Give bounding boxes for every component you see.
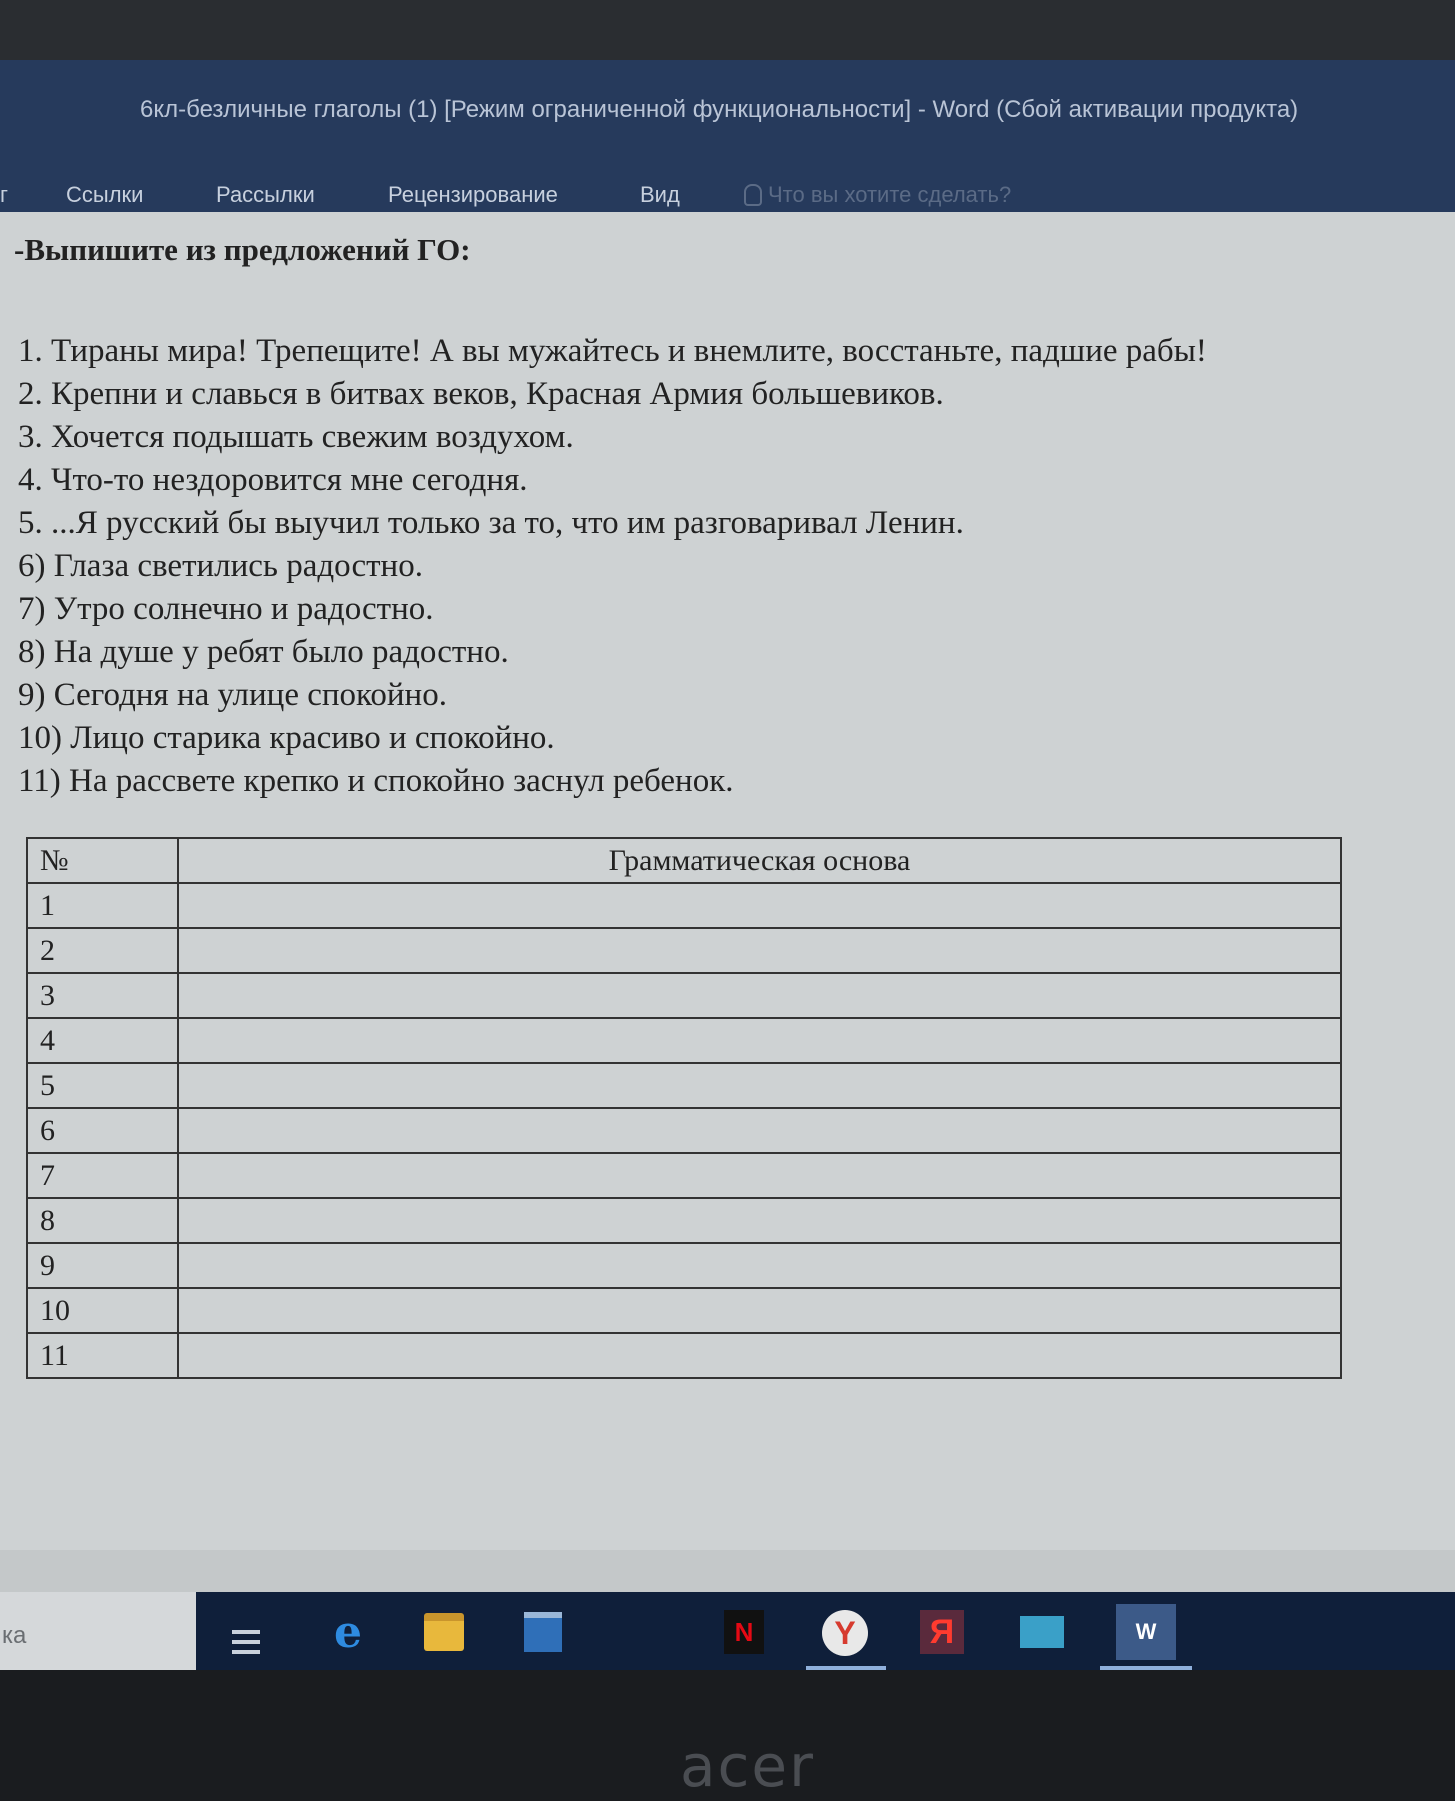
row-number: 4 xyxy=(27,1018,178,1063)
word-icon[interactable] xyxy=(1116,1604,1176,1660)
sentence-item: 9) Сегодня на улице спокойно. xyxy=(18,677,447,713)
answer-table xyxy=(26,837,1342,1379)
store-icon[interactable] xyxy=(521,1610,565,1654)
row-number: 3 xyxy=(27,973,178,1018)
row-number: 6 xyxy=(27,1108,178,1153)
screen-bezel-bottom xyxy=(0,1670,1455,1801)
netflix-icon[interactable]: N xyxy=(724,1610,764,1654)
table-row xyxy=(27,1333,1341,1378)
row-number: 7 xyxy=(27,1153,178,1198)
row-number: 9 xyxy=(27,1243,178,1288)
sentence-item: 2. Крепни и славься в битвах веков, Красная Армия большевиков. xyxy=(18,376,944,412)
table-row xyxy=(27,883,1341,928)
answer-cell[interactable] xyxy=(178,1063,1341,1108)
tell-me-search[interactable] xyxy=(744,182,1011,208)
taskbar-search-box[interactable] xyxy=(0,1592,196,1670)
row-number: 5 xyxy=(27,1063,178,1108)
yandex-icon[interactable]: Я xyxy=(920,1610,964,1654)
sentence-item: 3. Хочется подышать свежим воздухом. xyxy=(18,419,574,455)
tab-mailings[interactable]: Рассылки xyxy=(216,182,315,207)
word-title-bar xyxy=(0,60,1455,152)
tab-review[interactable]: Рецензирование xyxy=(388,182,558,207)
row-number: 11 xyxy=(27,1333,178,1378)
sentence-list xyxy=(18,330,1207,803)
answer-cell[interactable] xyxy=(178,1288,1341,1333)
table-row xyxy=(27,1153,1341,1198)
task-view-icon[interactable] xyxy=(224,1610,268,1654)
sentence-item: 8) На душе у ребят было радостно. xyxy=(18,634,509,670)
table-row xyxy=(27,1288,1341,1333)
sentence-item: 7) Утро солнечно и радостно. xyxy=(18,591,434,627)
sentence-item: 10) Лицо старика красиво и спокойно. xyxy=(18,720,555,756)
row-number: 10 xyxy=(27,1288,178,1333)
document-page[interactable] xyxy=(0,212,1455,1592)
answer-cell[interactable] xyxy=(178,883,1341,928)
column-header-number: № xyxy=(27,838,178,883)
tab-partial[interactable]: г xyxy=(0,182,9,207)
table-row xyxy=(27,1243,1341,1288)
tell-me-placeholder: Что вы хотите сделать? xyxy=(768,182,1012,207)
file-explorer-icon[interactable] xyxy=(422,1610,466,1654)
word-icon-label: W xyxy=(1135,1619,1157,1644)
status-bar xyxy=(0,1550,1455,1592)
screen-bezel-top xyxy=(0,0,1455,60)
answer-cell[interactable] xyxy=(178,928,1341,973)
answer-cell[interactable] xyxy=(178,1243,1341,1288)
sentence-item: 4. Что-то нездоровится мне сегодня. xyxy=(18,462,528,498)
answer-cell[interactable] xyxy=(178,1153,1341,1198)
yandex-browser-icon[interactable]: Y xyxy=(822,1610,868,1656)
row-number: 8 xyxy=(27,1198,178,1243)
mail-icon[interactable] xyxy=(1020,1610,1064,1654)
answer-cell[interactable] xyxy=(178,1198,1341,1243)
sentence-item: 6) Глаза светились радостно. xyxy=(18,548,423,584)
sentence-item: 5. ...Я русский бы выучил только за то, что им разговаривал Ленин. xyxy=(18,505,964,541)
answer-cell[interactable] xyxy=(178,973,1341,1018)
table-row xyxy=(27,973,1341,1018)
tab-references[interactable]: Ссылки xyxy=(66,182,144,207)
table-row xyxy=(27,1198,1341,1243)
window-title: 6кл-безличные глаголы (1) [Режим ограниченной функциональности] - Word (Сбой активации продукта) xyxy=(140,96,1299,123)
table-row xyxy=(27,1063,1341,1108)
edge-icon[interactable]: e xyxy=(334,1606,362,1658)
search-text: ка xyxy=(2,1622,27,1649)
answer-cell[interactable] xyxy=(178,1018,1341,1063)
tab-view[interactable]: Вид xyxy=(640,182,680,207)
ribbon-tab-bar xyxy=(0,152,1455,212)
device-brand-logo: acer xyxy=(680,1732,815,1800)
row-number: 1 xyxy=(27,883,178,928)
row-number: 2 xyxy=(27,928,178,973)
answer-cell[interactable] xyxy=(178,1333,1341,1378)
table-row xyxy=(27,928,1341,973)
answer-cell[interactable] xyxy=(178,1108,1341,1153)
windows-taskbar xyxy=(0,1592,1455,1670)
sentence-item: 11) На рассвете крепко и спокойно заснул ребенок. xyxy=(18,763,734,799)
table-row xyxy=(27,1108,1341,1153)
table-header-row xyxy=(27,838,1341,883)
lightbulb-icon xyxy=(744,184,762,206)
column-header-grammatical-basis: Грамматическая основа xyxy=(178,838,1341,883)
task-heading: -Выпишите из предложений ГО: xyxy=(14,232,471,267)
sentence-item: 1. Тираны мира! Трепещите! А вы мужайтесь и внемлите, восстаньте, падшие рабы! xyxy=(18,333,1207,369)
table-row xyxy=(27,1018,1341,1063)
